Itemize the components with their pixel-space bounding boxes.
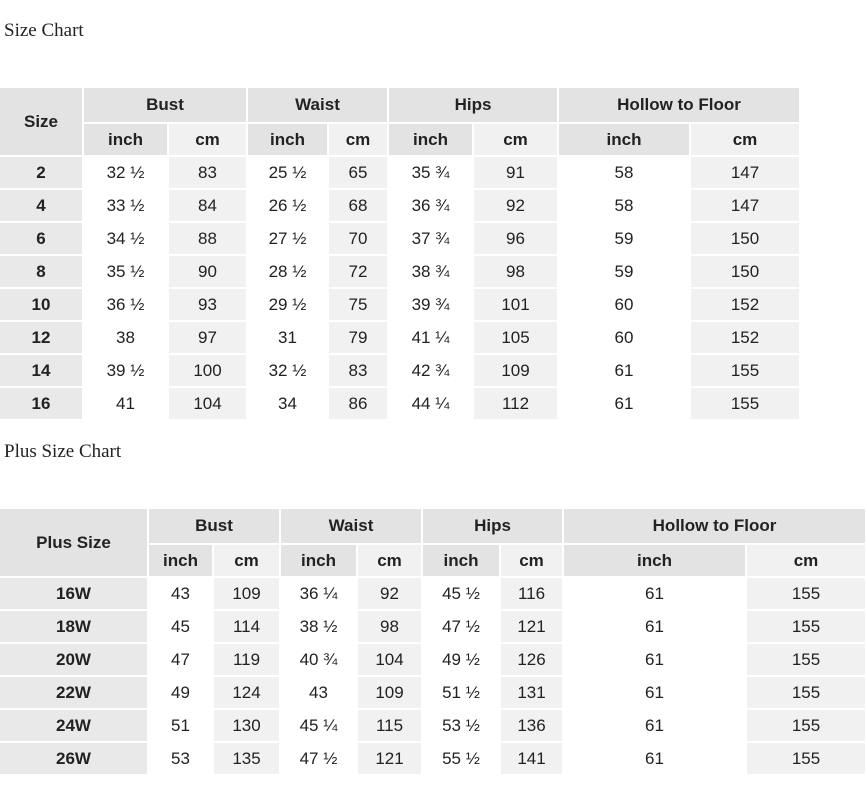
unit-header: cm [168, 123, 247, 156]
cm-value-cell: 112 [473, 387, 558, 420]
cm-value-cell: 90 [168, 255, 247, 288]
cm-value-cell: 109 [473, 354, 558, 387]
cm-value-cell: 150 [690, 222, 800, 255]
inch-value-cell: 49 [148, 676, 213, 709]
size-chart-body [0, 156, 800, 420]
table-row [0, 354, 800, 387]
table-row [0, 709, 866, 742]
size-cell: 14 [0, 354, 83, 387]
inch-value-cell: 53 ½ [422, 709, 500, 742]
cm-value-cell: 126 [500, 643, 563, 676]
cm-value-cell: 135 [213, 742, 280, 775]
cm-value-cell: 152 [690, 288, 800, 321]
unit-header: inch [388, 123, 473, 156]
table-row [0, 577, 866, 610]
table-row [0, 288, 800, 321]
cm-value-cell: 83 [168, 156, 247, 189]
inch-value-cell: 41 [83, 387, 168, 420]
cm-value-cell: 86 [328, 387, 388, 420]
table-row [0, 610, 866, 643]
unit-header: inch [83, 123, 168, 156]
size-cell: 16 [0, 387, 83, 420]
inch-value-cell: 51 [148, 709, 213, 742]
inch-value-cell: 60 [558, 321, 690, 354]
cm-value-cell: 121 [500, 610, 563, 643]
inch-value-cell: 58 [558, 189, 690, 222]
cm-value-cell: 68 [328, 189, 388, 222]
cm-value-cell: 104 [357, 643, 422, 676]
inch-value-cell: 47 [148, 643, 213, 676]
cm-value-cell: 98 [473, 255, 558, 288]
inch-value-cell: 41 ¼ [388, 321, 473, 354]
inch-value-cell: 28 ½ [247, 255, 328, 288]
cm-value-cell: 75 [328, 288, 388, 321]
inch-value-cell: 61 [563, 709, 746, 742]
size-cell: 4 [0, 189, 83, 222]
size-chart-table [0, 88, 801, 421]
inch-value-cell: 32 ½ [83, 156, 168, 189]
cm-value-cell: 84 [168, 189, 247, 222]
inch-value-cell: 45 ½ [422, 577, 500, 610]
cm-value-cell: 93 [168, 288, 247, 321]
inch-value-cell: 47 ½ [422, 610, 500, 643]
inch-value-cell: 42 ¾ [388, 354, 473, 387]
size-cell: 6 [0, 222, 83, 255]
inch-value-cell: 29 ½ [247, 288, 328, 321]
unit-header: inch [247, 123, 328, 156]
inch-value-cell: 36 ¼ [280, 577, 357, 610]
cm-value-cell: 114 [213, 610, 280, 643]
inch-value-cell: 38 ¾ [388, 255, 473, 288]
cm-value-cell: 124 [213, 676, 280, 709]
unit-header: cm [213, 544, 280, 577]
inch-value-cell: 49 ½ [422, 643, 500, 676]
unit-header: inch [422, 544, 500, 577]
size-cell: 12 [0, 321, 83, 354]
inch-value-cell: 39 ¾ [388, 288, 473, 321]
group-header-bust: Bust [83, 88, 247, 123]
group-header-hips: Hips [422, 509, 563, 544]
plus-size-chart-table [0, 509, 867, 776]
table-row [0, 222, 800, 255]
inch-value-cell: 45 [148, 610, 213, 643]
size-cell: 2 [0, 156, 83, 189]
size-cell: 20W [0, 643, 148, 676]
cm-value-cell: 79 [328, 321, 388, 354]
unit-header: cm [746, 544, 866, 577]
inch-value-cell: 58 [558, 156, 690, 189]
inch-value-cell: 45 ¼ [280, 709, 357, 742]
group-header-hollow-to-floor: Hollow to Floor [563, 509, 866, 544]
group-header-waist: Waist [247, 88, 388, 123]
cm-value-cell: 92 [473, 189, 558, 222]
inch-value-cell: 36 ½ [83, 288, 168, 321]
group-header-bust: Bust [148, 509, 280, 544]
cm-value-cell: 104 [168, 387, 247, 420]
inch-value-cell: 43 [148, 577, 213, 610]
unit-header: cm [690, 123, 800, 156]
cm-value-cell: 96 [473, 222, 558, 255]
unit-header: cm [328, 123, 388, 156]
inch-value-cell: 61 [558, 387, 690, 420]
unit-header: inch [558, 123, 690, 156]
cm-value-cell: 97 [168, 321, 247, 354]
cm-value-cell: 155 [746, 577, 866, 610]
cm-value-cell: 100 [168, 354, 247, 387]
unit-header: inch [563, 544, 746, 577]
cm-value-cell: 65 [328, 156, 388, 189]
size-cell: 26W [0, 742, 148, 775]
cm-value-cell: 115 [357, 709, 422, 742]
cm-value-cell: 136 [500, 709, 563, 742]
cm-value-cell: 141 [500, 742, 563, 775]
cm-value-cell: 101 [473, 288, 558, 321]
table-row [0, 321, 800, 354]
inch-value-cell: 35 ½ [83, 255, 168, 288]
inch-value-cell: 59 [558, 222, 690, 255]
size-cell: 16W [0, 577, 148, 610]
unit-header: inch [280, 544, 357, 577]
inch-value-cell: 38 ½ [280, 610, 357, 643]
cm-value-cell: 109 [357, 676, 422, 709]
cm-value-cell: 147 [690, 189, 800, 222]
inch-value-cell: 35 ¾ [388, 156, 473, 189]
inch-value-cell: 26 ½ [247, 189, 328, 222]
inch-value-cell: 61 [563, 676, 746, 709]
unit-header: cm [500, 544, 563, 577]
size-cell: 18W [0, 610, 148, 643]
cm-value-cell: 155 [746, 643, 866, 676]
table-row [0, 255, 800, 288]
table-row [0, 676, 866, 709]
inch-value-cell: 36 ¾ [388, 189, 473, 222]
inch-value-cell: 25 ½ [247, 156, 328, 189]
inch-value-cell: 32 ½ [247, 354, 328, 387]
cm-value-cell: 131 [500, 676, 563, 709]
inch-value-cell: 40 ¾ [280, 643, 357, 676]
cm-value-cell: 150 [690, 255, 800, 288]
inch-value-cell: 38 [83, 321, 168, 354]
inch-value-cell: 34 [247, 387, 328, 420]
inch-value-cell: 60 [558, 288, 690, 321]
size-cell: 10 [0, 288, 83, 321]
cm-value-cell: 83 [328, 354, 388, 387]
inch-value-cell: 53 [148, 742, 213, 775]
inch-value-cell: 27 ½ [247, 222, 328, 255]
inch-value-cell: 37 ¾ [388, 222, 473, 255]
size-cell: 22W [0, 676, 148, 709]
inch-value-cell: 61 [558, 354, 690, 387]
size-cell: 8 [0, 255, 83, 288]
cm-value-cell: 121 [357, 742, 422, 775]
cm-value-cell: 109 [213, 577, 280, 610]
cm-value-cell: 91 [473, 156, 558, 189]
group-header-hips: Hips [388, 88, 558, 123]
cm-value-cell: 152 [690, 321, 800, 354]
cm-value-cell: 72 [328, 255, 388, 288]
group-header-waist: Waist [280, 509, 422, 544]
cm-value-cell: 155 [746, 742, 866, 775]
cm-value-cell: 155 [690, 387, 800, 420]
plus-size-chart-body [0, 577, 866, 775]
cm-value-cell: 92 [357, 577, 422, 610]
size-cell: 24W [0, 709, 148, 742]
inch-value-cell: 61 [563, 742, 746, 775]
table-row [0, 189, 800, 222]
cm-value-cell: 155 [690, 354, 800, 387]
cm-value-cell: 155 [746, 709, 866, 742]
cm-value-cell: 155 [746, 676, 866, 709]
cm-value-cell: 70 [328, 222, 388, 255]
size-chart-title: Size Chart [4, 20, 84, 41]
unit-header: cm [473, 123, 558, 156]
table-row [0, 156, 800, 189]
cm-value-cell: 155 [746, 610, 866, 643]
inch-value-cell: 34 ½ [83, 222, 168, 255]
group-header-hollow-to-floor: Hollow to Floor [558, 88, 800, 123]
table-row [0, 742, 866, 775]
inch-value-cell: 39 ½ [83, 354, 168, 387]
cm-value-cell: 147 [690, 156, 800, 189]
table-row [0, 643, 866, 676]
inch-value-cell: 59 [558, 255, 690, 288]
inch-value-cell: 61 [563, 610, 746, 643]
cm-value-cell: 119 [213, 643, 280, 676]
inch-value-cell: 55 ½ [422, 742, 500, 775]
table-row [0, 387, 800, 420]
plus-size-column-header: Plus Size [0, 509, 148, 577]
inch-value-cell: 31 [247, 321, 328, 354]
inch-value-cell: 51 ½ [422, 676, 500, 709]
cm-value-cell: 130 [213, 709, 280, 742]
inch-value-cell: 61 [563, 577, 746, 610]
inch-value-cell: 33 ½ [83, 189, 168, 222]
inch-value-cell: 61 [563, 643, 746, 676]
plus-size-chart-title: Plus Size Chart [4, 441, 122, 462]
unit-header: inch [148, 544, 213, 577]
unit-header: cm [357, 544, 422, 577]
inch-value-cell: 44 ¼ [388, 387, 473, 420]
cm-value-cell: 116 [500, 577, 563, 610]
cm-value-cell: 105 [473, 321, 558, 354]
inch-value-cell: 43 [280, 676, 357, 709]
inch-value-cell: 47 ½ [280, 742, 357, 775]
cm-value-cell: 98 [357, 610, 422, 643]
size-column-header: Size [0, 88, 83, 156]
cm-value-cell: 88 [168, 222, 247, 255]
